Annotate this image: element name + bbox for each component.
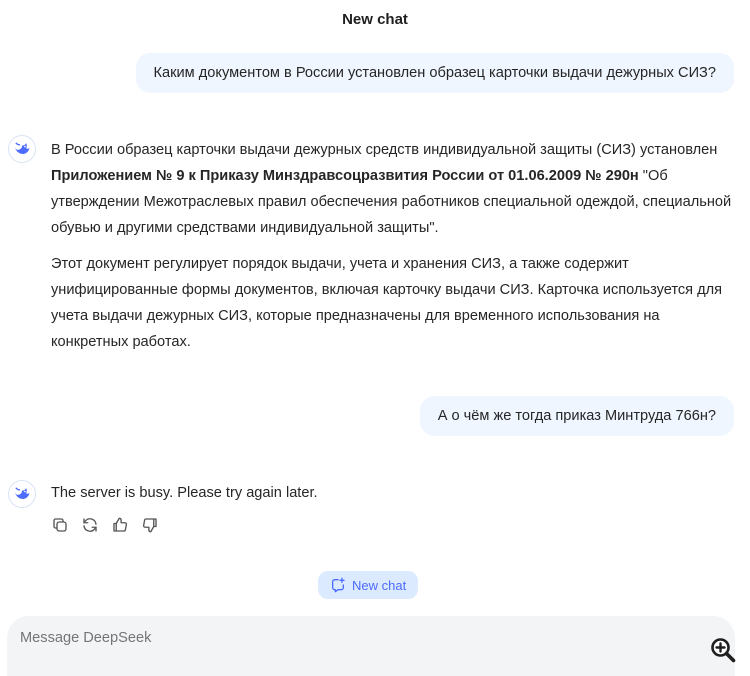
thumbs-down-icon: [141, 516, 159, 534]
whale-logo-icon: [12, 484, 32, 504]
answer-text: В России образец карточки выдачи дежурных средств индивидуальной защиты (СИЗ) установлен: [51, 142, 718, 158]
new-chat-icon: [330, 577, 346, 593]
whale-logo-icon: [12, 139, 32, 159]
error-text: The server is busy. Please try again later.: [51, 485, 318, 501]
regenerate-button[interactable]: [80, 515, 100, 535]
deepseek-avatar: [8, 135, 36, 163]
like-button[interactable]: [110, 515, 130, 535]
answer-paragraph: [51, 137, 734, 241]
answer-text: "Об утверждении Межотраслевых правил обеспечения работников специальной одеждой, специальной обувью и другими средствами индивидуальной защиты".: [51, 168, 732, 236]
new-chat-label: New chat: [352, 577, 407, 593]
assistant-message: [51, 137, 734, 355]
thumbs-up-icon: [111, 516, 129, 534]
copy-icon: [51, 516, 69, 534]
message-actions: [50, 515, 160, 535]
copy-button[interactable]: [50, 515, 70, 535]
message-composer: [7, 616, 735, 676]
dislike-button[interactable]: [140, 515, 160, 535]
answer-paragraph: Этот документ регулирует порядок выдачи, учета и хранения СИЗ, а также содержит унифицированные формы документов, включая карточку выдачи СИЗ. Карточка используется для учета выдачи дежурных СИЗ, которые предназначены для временного использования на конкретных работах.: [51, 256, 723, 350]
page-title: New chat: [342, 11, 408, 28]
zoom-in-icon[interactable]: [709, 636, 737, 664]
message-input[interactable]: [20, 630, 620, 646]
new-chat-button[interactable]: [318, 571, 418, 599]
deepseek-avatar: [8, 480, 36, 508]
user-message: Каким документом в России установлен образец карточки выдачи дежурных СИЗ?: [136, 53, 734, 93]
regenerate-icon: [81, 516, 99, 534]
user-message: А о чём же тогда приказ Минтруда 766н?: [420, 396, 734, 436]
answer-bold-reference: Приложением № 9 к Приказу Минздравсоцразвития России от 01.06.2009 № 290н: [51, 168, 639, 184]
assistant-message: [51, 480, 734, 506]
